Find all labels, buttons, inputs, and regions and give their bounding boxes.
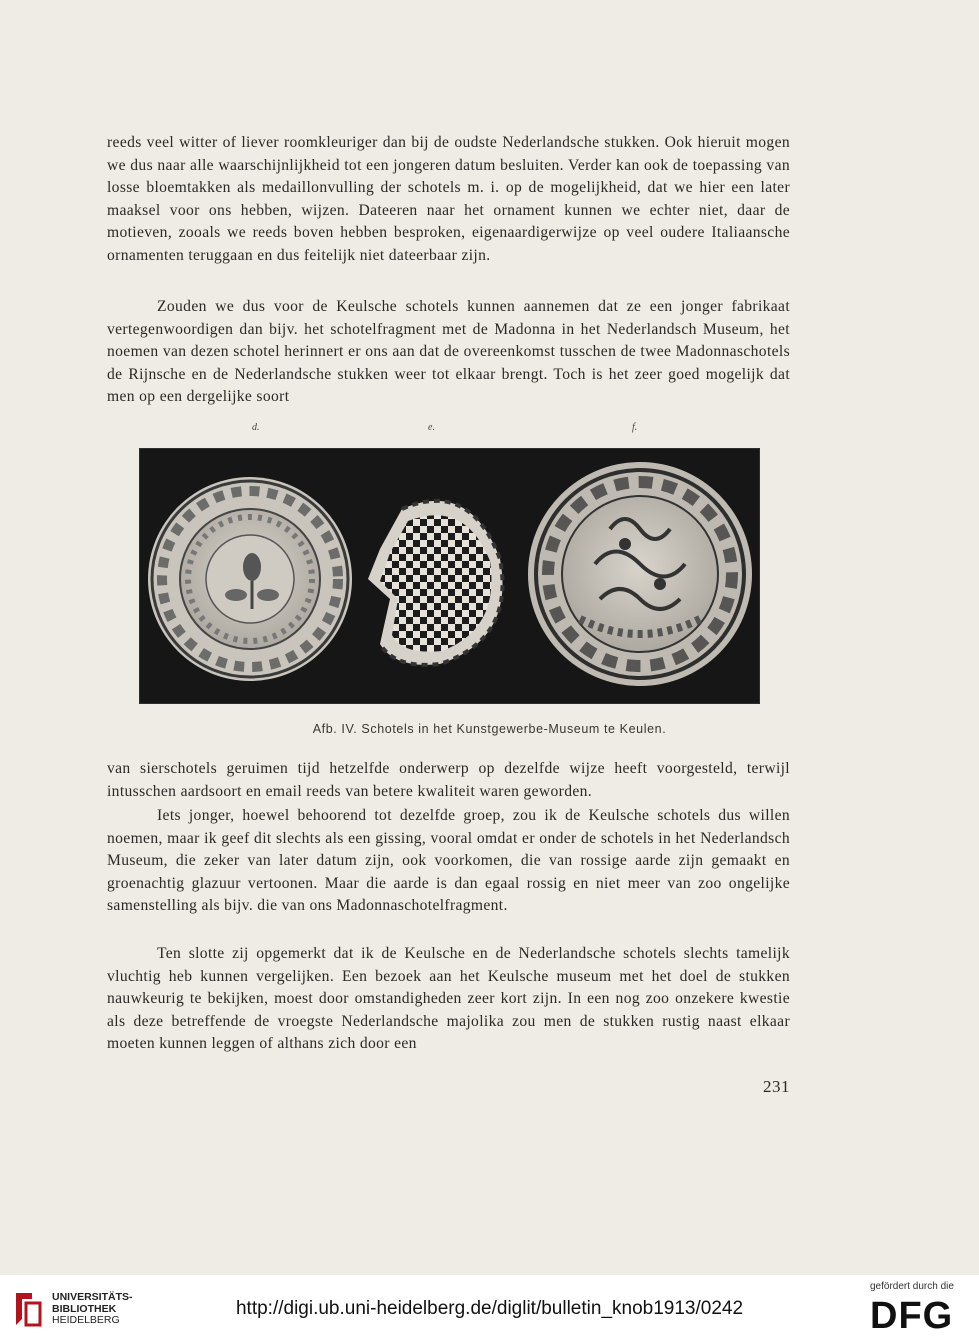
digitization-footer (0, 1275, 979, 1343)
dish-e-fragment (368, 501, 503, 665)
plate-label-d: d. (252, 422, 260, 433)
photo-plate-dishes (139, 448, 760, 704)
dish-d (148, 477, 352, 681)
paragraph-4: Iets jonger, hoewel behoorend tot dezelfde groep, zou ik de Keulsche schotels dus willen noemen, maar ik geef dit slechts als een gissing, vooral omdat er onder de schotels in het Nederlandsch Museum, die zeker van later datum zijn, ook voorkomen, die van rossige aarde zijn gemaakt en groenachtig glazuur vertoonen. Maar die aarde is dan egaal rossig en niet meer van zoo ongelijke samenstelling als bijv. die van ons Madonnaschotelfragment. (107, 807, 790, 915)
dfg-logo: DFG (870, 1295, 954, 1337)
paragraph-2: Zouden we dus voor de Keulsche schotels kunnen aannemen dat ze een jonger fabrikaat vertegenwoordigen dan bijv. het schotelfragment met de Madonna in het Nederlandsch Museum, het noemen van dezen schotel herinnert er ons aan dat de overeenkomst tusschen de twee Madonnaschotels de Rijnsche en de Nederlandsche stukken weer tot elkaar brengt. Toch is het zeer goed mogelijk dat men op een dergelijke soort (107, 298, 790, 406)
paragraph-1: reeds veel witter of liever roomkleuriger dan bij de oudste Nederlandsche stukken. Ook hieruit mogen we dus naar alle waarschijnlijkheid tot een jongeren datum besluiten. Verder kan ook de toepassing van losse bloemtakken als medaillonvulling der schotels m. i. op de mogelijkheid, dat we hier een later maaksel voor ons hebben, wijzen. Dateeren naar het ornament kunnen we echter niet, daar de motieven, zooals we reeds boven hebben besproken, eigenaardigerwijze op veel oudere Italiaansche ornamenten teruggaan en dus feitelijk niet dateerbaar zijn. (107, 134, 790, 264)
dishes-photograph (140, 449, 759, 703)
plate-label-e: e. (428, 422, 435, 433)
paragraph-3: van sierschotels geruimen tijd hetzelfde onderwerp op dezelfde wijze heeft voorgesteld, terwijl intusschen aardsoort en email reeds van betere kwaliteit waren geworden. (107, 760, 790, 800)
plate-label-f: f. (632, 422, 638, 433)
page-number: 231 (763, 1077, 790, 1096)
figure-caption: Afb. IV. Schotels in het Kunstgewerbe-Museum te Keulen. (312, 722, 667, 736)
plate-labels (0, 422, 979, 436)
paragraph-5: Ten slotte zij opgemerkt dat ik de Keulsche en de Nederlandsche schotels slechts tamelijk vluchtig heb kunnen vergelijken. Een bezoek aan het Keulsche museum met het doel de stukken nauwkeurig te bekijken, moest door omstandigheden zeer kort zijn. In een nog zoo onzekere kwestie als deze betreffende de vroegste Nederlandsche majolika zou men de stukken rustig naast elkaar moeten kunnen leggen of althans zich door een (107, 945, 790, 1053)
source-url-link[interactable]: http://digi.ub.uni-heidelberg.de/diglit/bulletin_knob1913/0242 (235, 1298, 744, 1319)
funding-text: gefördert durch die (870, 1281, 954, 1292)
dish-f (528, 462, 752, 686)
university-library-name: UNIVERSITÄTS- BIBLIOTHEK HEIDELBERG (52, 1291, 133, 1326)
